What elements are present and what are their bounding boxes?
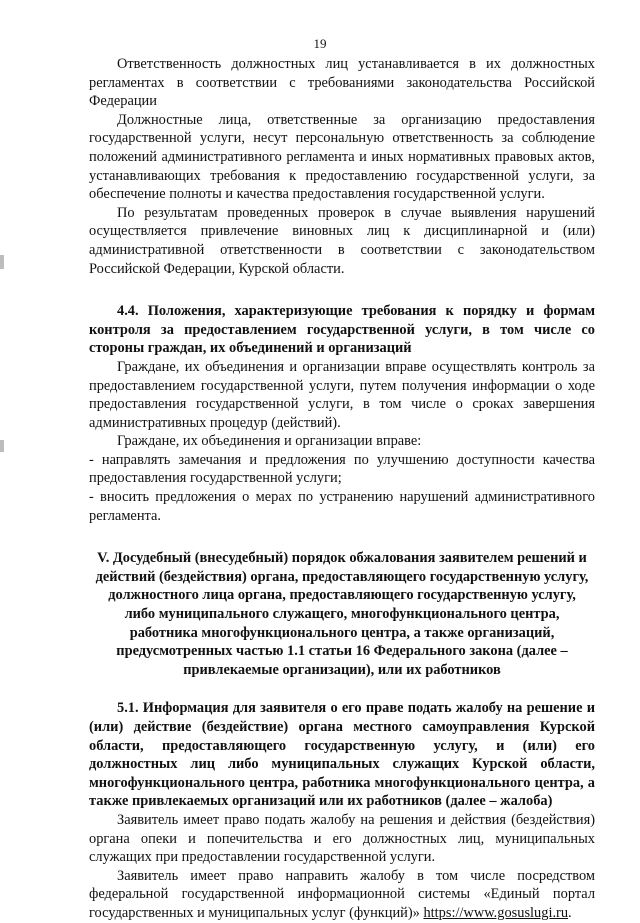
list-item-proposals: - вносить предложения о мерах по устранению нарушений административного регламента. <box>89 489 595 524</box>
section-4-4-heading: 4.4. Положения, характеризующие требования к порядку и формам контроля за предоставлением государственной услуги, в том числе со стороны граждан, их объединений и организаций <box>89 303 595 357</box>
scan-edge-mark <box>0 440 4 452</box>
section-4-4-paragraph-rights: Граждане, их объединения и организации вправе: <box>117 433 422 450</box>
section-4-4-paragraph-control: Граждане, их объединения и организации вправе осуществлять контроль за предоставлением государственной услуги, путем получения информации о ходе предоставления государственной услуги, в том числе о сроках завершения административных процедур (действий). <box>89 358 595 431</box>
scan-edge-mark <box>0 255 4 269</box>
portal-text-end: . <box>568 904 572 921</box>
gosuslugi-link[interactable]: https://www.gosuslugi.ru <box>423 904 569 921</box>
document-body <box>89 55 595 923</box>
page-number: 19 <box>313 36 327 51</box>
portal-text: Заявитель имеет право направить жалобу в том числе посредством федеральной государственной информационной системы «Единый портал государственных и муниципальных услуг (функций)» <box>89 867 595 921</box>
section-5-1-paragraph-portal <box>89 867 595 923</box>
section-5-1-paragraph-complaint-right: Заявитель имеет право подать жалобу на решения и действия (бездействия) органа опеки и попечительства и его должностных лиц, муниципальных служащих при предоставлении государственной услуги. <box>89 811 595 866</box>
paragraph-inspection-results: По результатам проведенных проверок в случае выявления нарушений осуществляется привлечение виновных лиц к дисциплинарной и (или) административной ответственности в соответствии с законодательством Российской Федерации, Курской области. <box>89 204 595 277</box>
list-item-remarks: - направлять замечания и предложения по улучшению доступности качества предоставления государственной услуги; <box>89 451 595 487</box>
paragraph-officials: Должностные лица, ответственные за организацию предоставления государственной услуги, несут персональную ответственность за соблюдение положений административного регламента и иных нормативных правовых актов, устанавливающих требования к предоставлению государственной услуги, за обеспечение полноты и качества предоставления государственной услуги. <box>89 111 595 203</box>
paragraph-responsibility: Ответственность должностных лиц устанавливается в их должностных регламентах в соответствии с требованиями законодательства Российской Федерации <box>89 56 595 110</box>
section-v-heading: V. Досудебный (внесудебный) порядок обжалования заявителем решений и действий (бездействия) органа, предоставляющего государственную услугу, должностного лица органа, предоставляющего государственную услугу, либо муниципального служащего, многофункционального центра, работника многофункционального центра, а также организаций, предусмотренных частью 1.1 статьи 16 Федерального закона (далее – привлекаемые организации), или их работников <box>95 550 589 678</box>
section-5-1-heading: 5.1. Информация для заявителя о его праве подать жалобу на решение и (или) действие (бездействие) органа местного самоуправления Курской области, предоставляющего государственную услугу, и (или) его должностных лиц либо муниципальных служащих Курской области, многофункционального центра, работника многофункционального центра, а также привлекаемых организаций или их работников (далее – жалоба) <box>89 700 595 810</box>
